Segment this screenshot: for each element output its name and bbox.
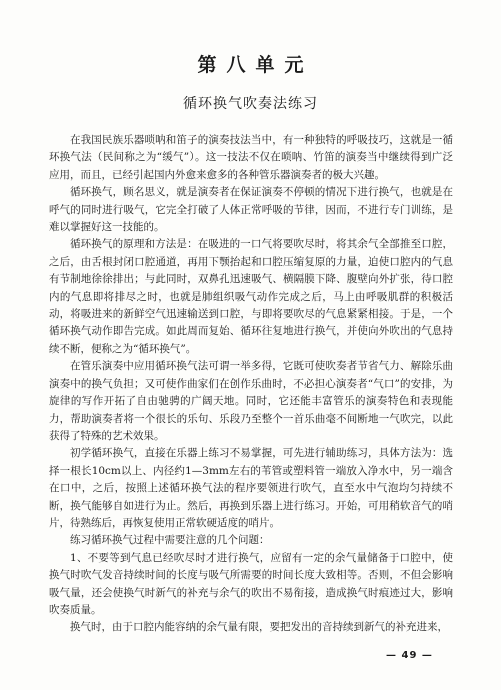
unit-title: 第八单元 bbox=[197, 54, 314, 76]
paragraph: 循环换气的原理和方法是：在吸进的一口气将要吹尽时，将其余气全部推至口腔，之后，由舌根封闭口腔通道，再用下颚抬起和口腔压缩复原的力量，迫使口腔内的气息有节制地徐徐排出；与此同时，双鼻孔迅速吸气、横隔膜下降、腹壁向外扩张，待口腔内的气息即将排尽之时，也就是肺组织吸气动作完成之后，马上由呼吸肌群的积极活动，将吸进来的新鲜空气迅速输送到口腔，与即将要吹尽的气息紧紧相接。于是，一个循环换气动作即告完成。如此周而复始、循环往复地进行换气，并使向外吹出的气息持续不断，便称之为“循环换气”。 bbox=[49, 238, 453, 355]
paragraph: 1、不要等到气息已经吹尽时才进行换气，应留有一定的余气量储备于口腔中，使换气时吹气发音持续时间的长度与吸气所需要的时间长度大致相等。否则，不但会影响吸气量，还会使换气时新气的补充与余气的吹出不易衔接，造成换气时痕迹过大，影响吹奏质量。 bbox=[49, 551, 453, 616]
section-title: 循环换气吹奏法练习 bbox=[183, 96, 318, 112]
paragraph: 初学循环换气，直接在乐器上练习不易掌握，可先进行辅助练习，具体方法为：选择一根长10cm以上、内径约1—3mm左右的苇管或塑料管一端放入净水中，另一端含在口中，之后，按照上述循环换气法的程序要领进行吹气，直至水中气泡均匀持续不断，换气能够自如进行为止。然后，再换到乐器上进行练习。开始，可用稍软音气的哨片，待熟练后，再恢复使用正常软硬适度的哨片。 bbox=[49, 447, 453, 529]
paragraph: 换气时，由于口腔内能容纳的余气量有限，要把发出的音持续到新气的补充进来， bbox=[70, 621, 448, 634]
paragraph: 在管乐演奏中应用循环换气法可谓一举多得，它既可使吹奏者节省气力、解除乐曲演奏中的换气负担；又可使作曲家们在创作乐曲时，不必担心演奏者“气口”的安排，为旋律的写作开拓了自由驰骋的广阔天地。同时，它还能丰富管乐的演奏特色和表现能力，帮助演奏者将一个很长的乐句、乐段乃至整个一首乐曲毫不间断地一气吹完，以此获得了特殊的艺术效果。 bbox=[49, 360, 453, 442]
body-text bbox=[49, 132, 453, 637]
paragraph: 循环换气，顾名思义，就是演奏者在保证演奏不停顿的情况下进行换气，也就是在呼气的同时进行吸气，它完全打破了人体正常呼吸的节律，因而，不进行专门训练，是难以掌握好这一技能的。 bbox=[49, 186, 453, 234]
paragraph: 在我国民族乐器唢呐和笛子的演奏技法当中，有一种独特的呼吸技巧，这就是一循环换气法（民间称之为“缓气”）。这一技法不仅在唢呐、竹笛的演奏当中继续得到广泛应用，而且，已经引起国内外愈来愈多的各种管乐器演奏者的极大兴趣。 bbox=[49, 134, 453, 181]
paragraph: 练习循环换气过程中需要注意的几个问题： bbox=[70, 534, 270, 547]
page-number: — 49 — bbox=[386, 650, 433, 661]
